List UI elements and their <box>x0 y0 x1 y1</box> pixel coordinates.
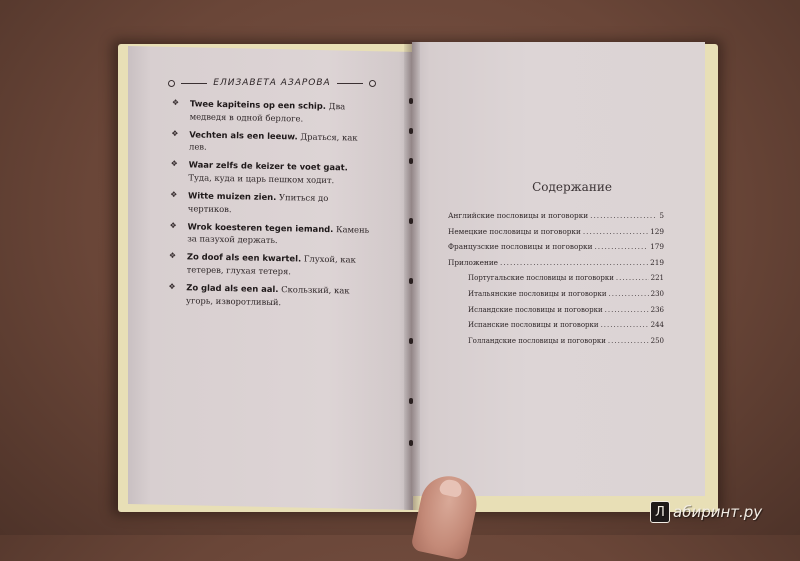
watermark-badge: Л <box>650 501 670 523</box>
proverb-phrase: Waar zelfs de keizer te voet gaat. <box>188 159 349 173</box>
watermark-text: абиринт.ру <box>673 503 763 521</box>
toc-entry-title: Голландские пословицы и поговорки <box>468 336 606 345</box>
toc-page-number: 236 <box>650 305 664 314</box>
binding-stitch <box>409 338 413 344</box>
toc-leader <box>601 320 649 330</box>
toc-page-number: 129 <box>650 226 664 236</box>
toc-row <box>448 336 664 346</box>
binding-stitch <box>409 128 413 134</box>
toc-leader <box>583 227 648 237</box>
bullet-icon: ❖ <box>168 251 177 261</box>
proverb-entry <box>170 158 370 187</box>
proverb-translation: Драться, как лев. <box>188 131 358 152</box>
running-head <box>168 77 376 89</box>
toc-entry-title: Португальские пословицы и поговорки <box>468 274 614 283</box>
bullet-icon: ❖ <box>168 282 176 292</box>
toc-page-number: 179 <box>650 242 664 252</box>
toc-leader <box>609 289 649 299</box>
ornament-line <box>181 83 207 84</box>
proverb-translation: Скользкий, как угорь, изворотливый. <box>186 284 350 307</box>
toc-leader <box>500 258 648 268</box>
proverb-translation: Два медведя в одной берлоге. <box>189 101 346 124</box>
proverb-phrase: Vechten als een leeuw. <box>189 129 298 142</box>
binding-stitch <box>409 98 413 104</box>
bullet-icon: ❖ <box>171 128 179 138</box>
toc-leader <box>590 211 657 221</box>
toc-leader <box>616 273 649 283</box>
proverb-entry <box>169 220 369 249</box>
proverb-translation: Упиться до чертиков. <box>187 192 329 214</box>
toc-row <box>448 289 664 299</box>
toc-entry-title: Итальянские пословицы и поговорки <box>468 289 607 298</box>
bullet-icon: ❖ <box>170 159 178 169</box>
bullet-icon: ❖ <box>169 220 177 230</box>
toc-row <box>448 242 664 252</box>
proverb-phrase: Zo glad als een aal. <box>186 282 279 295</box>
proverb-phrase: Zo doof als een kwartel. <box>186 251 302 264</box>
binding-stitch <box>409 278 413 284</box>
binding-stitch <box>409 398 413 404</box>
binding-stitch <box>409 440 413 446</box>
toc-entry-title: Испанские пословицы и поговорки <box>468 321 599 330</box>
ornament-icon <box>168 80 175 87</box>
toc-page-number: 250 <box>650 336 664 345</box>
toc-row <box>448 227 664 237</box>
proverb-entry <box>172 97 372 126</box>
proverb-translation: Туда, куда и царь пешком ходит. <box>188 172 335 186</box>
toc-title: Содержание <box>532 180 612 194</box>
toc-page-number: 221 <box>650 274 664 283</box>
toc-row <box>448 320 664 330</box>
toc-entry-title: Немецкие пословицы и поговорки <box>448 226 581 236</box>
toc-row <box>448 273 664 283</box>
proverb-entry <box>168 281 368 310</box>
watermark <box>650 500 762 524</box>
toc-page-number: 230 <box>650 289 664 298</box>
proverb-entry <box>170 189 370 218</box>
toc-page-number: 5 <box>659 211 664 220</box>
proverb-phrase: Wrok koesteren tegen iemand. <box>187 221 334 234</box>
toc-page-number: 244 <box>650 321 664 330</box>
proverb-entry <box>169 250 369 279</box>
toc-leader <box>608 336 649 346</box>
toc-row <box>448 305 664 315</box>
toc-row <box>448 258 664 268</box>
running-head-text: ЕЛИЗАВЕТА АЗАРОВА <box>213 78 331 88</box>
toc-leader <box>605 305 649 315</box>
proverb-translation: Глухой, как тетерев, глухая тетеря. <box>186 254 356 277</box>
toc-entry-title: Французские пословицы и поговорки <box>448 242 593 252</box>
proverb-phrase: Twee kapiteins op een schip. <box>189 98 327 111</box>
proverb-translation: Камень за пазухой держать. <box>187 223 370 246</box>
toc-page-number: 219 <box>650 257 664 267</box>
toc-entry-title: Английские пословицы и поговорки <box>448 211 589 220</box>
proverb-phrase: Witte muizen zien. <box>188 190 277 203</box>
binding-stitch <box>409 158 413 164</box>
proverb-entry <box>171 128 371 157</box>
proverb-list <box>168 97 372 316</box>
ornament-line <box>337 83 363 84</box>
table-of-contents <box>448 211 664 351</box>
ornament-icon <box>369 80 376 87</box>
binding-stitch <box>409 218 413 224</box>
toc-entry-title: Приложение <box>448 257 499 267</box>
bullet-icon: ❖ <box>170 190 178 200</box>
bullet-icon: ❖ <box>171 97 180 108</box>
toc-row <box>448 211 664 221</box>
toc-entry-title: Исландские пословицы и поговорки <box>468 305 603 314</box>
toc-leader <box>594 242 648 252</box>
